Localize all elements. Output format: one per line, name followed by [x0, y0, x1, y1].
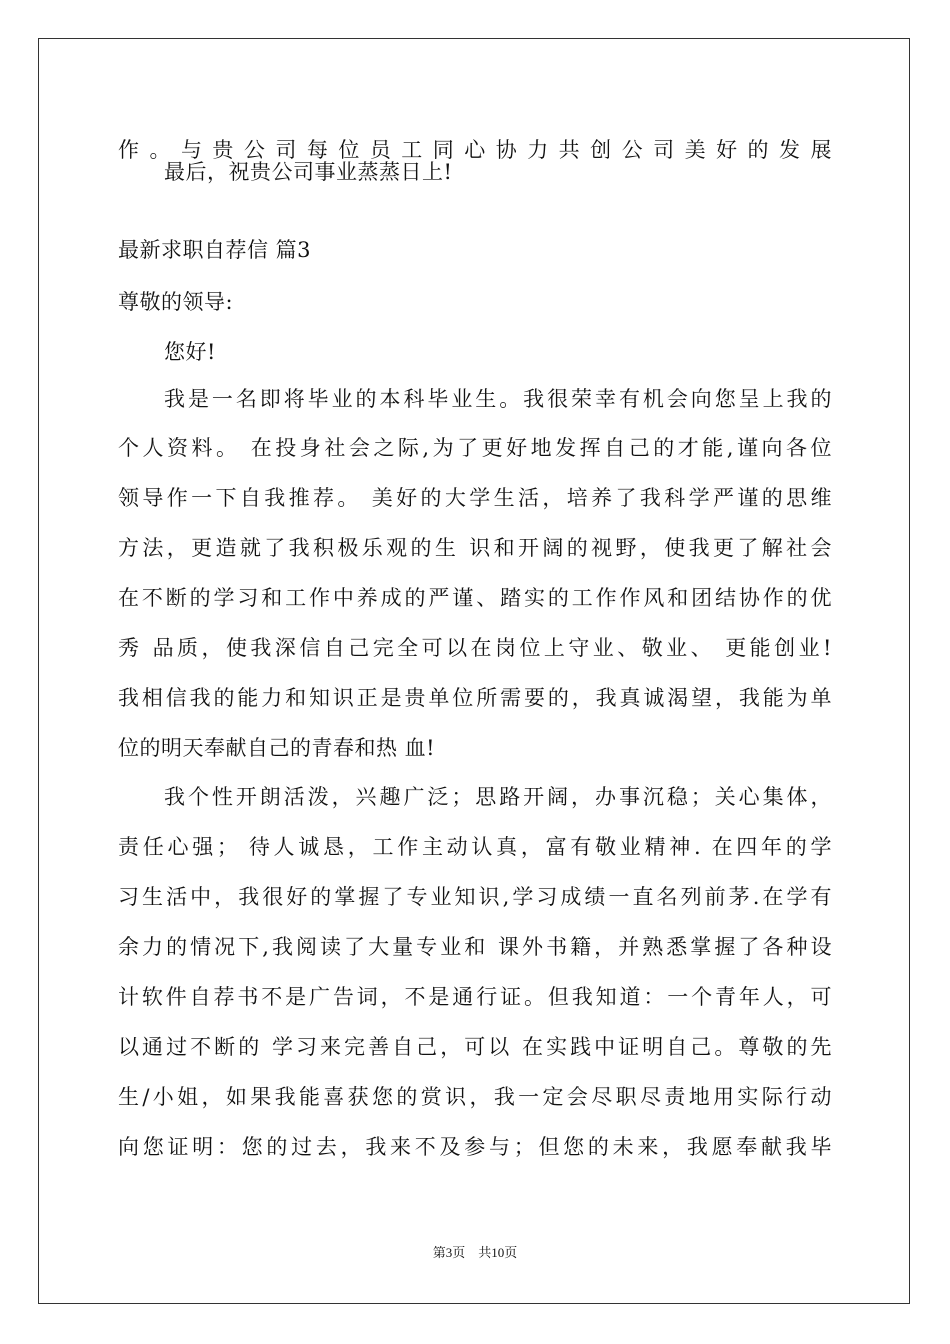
page-number: 第3页 共10页 [432, 1245, 518, 1260]
paragraph-line: 生/小姐，如果我能喜获您的赏识，我一定会尽职尽责地用实际行动 [118, 1085, 832, 1109]
paragraph-line: 计软件自荐书不是广告词，不是通行证。但我知道：一个青年人，可 [118, 985, 832, 1009]
paragraph-line: 秀 品质，使我深信自己完全可以在岗位上守业、敬业、 更能创业! [118, 636, 832, 660]
paragraph-line: 在不断的学习和工作中养成的严谨、踏实的工作作风和团结协作的优 [118, 586, 832, 610]
paragraph-line: 我相信我的能力和知识正是贵单位所需要的，我真诚渴望，我能为单 [118, 686, 832, 710]
page-border [38, 38, 910, 1304]
paragraph-line: 我个性开朗活泼，兴趣广泛；思路开阔，办事沉稳；关心集体， [164, 785, 832, 809]
salutation: 尊敬的领导: [118, 290, 234, 314]
paragraph-line: 我是一名即将毕业的本科毕业生。我很荣幸有机会向您呈上我的 [164, 387, 832, 411]
paragraph-line: 作。与贵公司每位员工同心协力共创公司美好的发展 [118, 138, 832, 162]
paragraph-line: 习生活中，我很好的掌握了专业知识,学习成绩一直名列前茅.在学有 [118, 885, 832, 909]
closing-wish: 最后，祝贵公司事业蒸蒸日上! [164, 160, 453, 184]
paragraph-line: 方法，更造就了我积极乐观的生 识和开阔的视野，使我更了解社会 [118, 536, 832, 560]
paragraph-line: 向您证明：您的过去，我来不及参与；但您的未来，我愿奉献我毕 [118, 1135, 832, 1159]
paragraph-line: 以通过不断的 学习来完善自己，可以 在实践中证明自己。尊敬的先 [118, 1035, 832, 1059]
paragraph-line: 个人资料。 在投身社会之际,为了更好地发挥自己的才能,谨向各位 [118, 436, 832, 460]
section-heading: 最新求职自荐信 篇3 [118, 238, 312, 262]
paragraph-line: 余力的情况下,我阅读了大量专业和 课外书籍，并熟悉掌握了各种设 [118, 935, 832, 959]
paragraph-line: 领导作一下自我推荐。 美好的大学生活，培养了我科学严谨的思维 [118, 486, 832, 510]
paragraph-line: 位的明天奉献自己的青春和热 血! [118, 736, 436, 760]
paragraph-line: 责任心强； 待人诚恳，工作主动认真，富有敬业精神. 在四年的学 [118, 835, 832, 859]
greeting: 您好! [164, 340, 216, 364]
